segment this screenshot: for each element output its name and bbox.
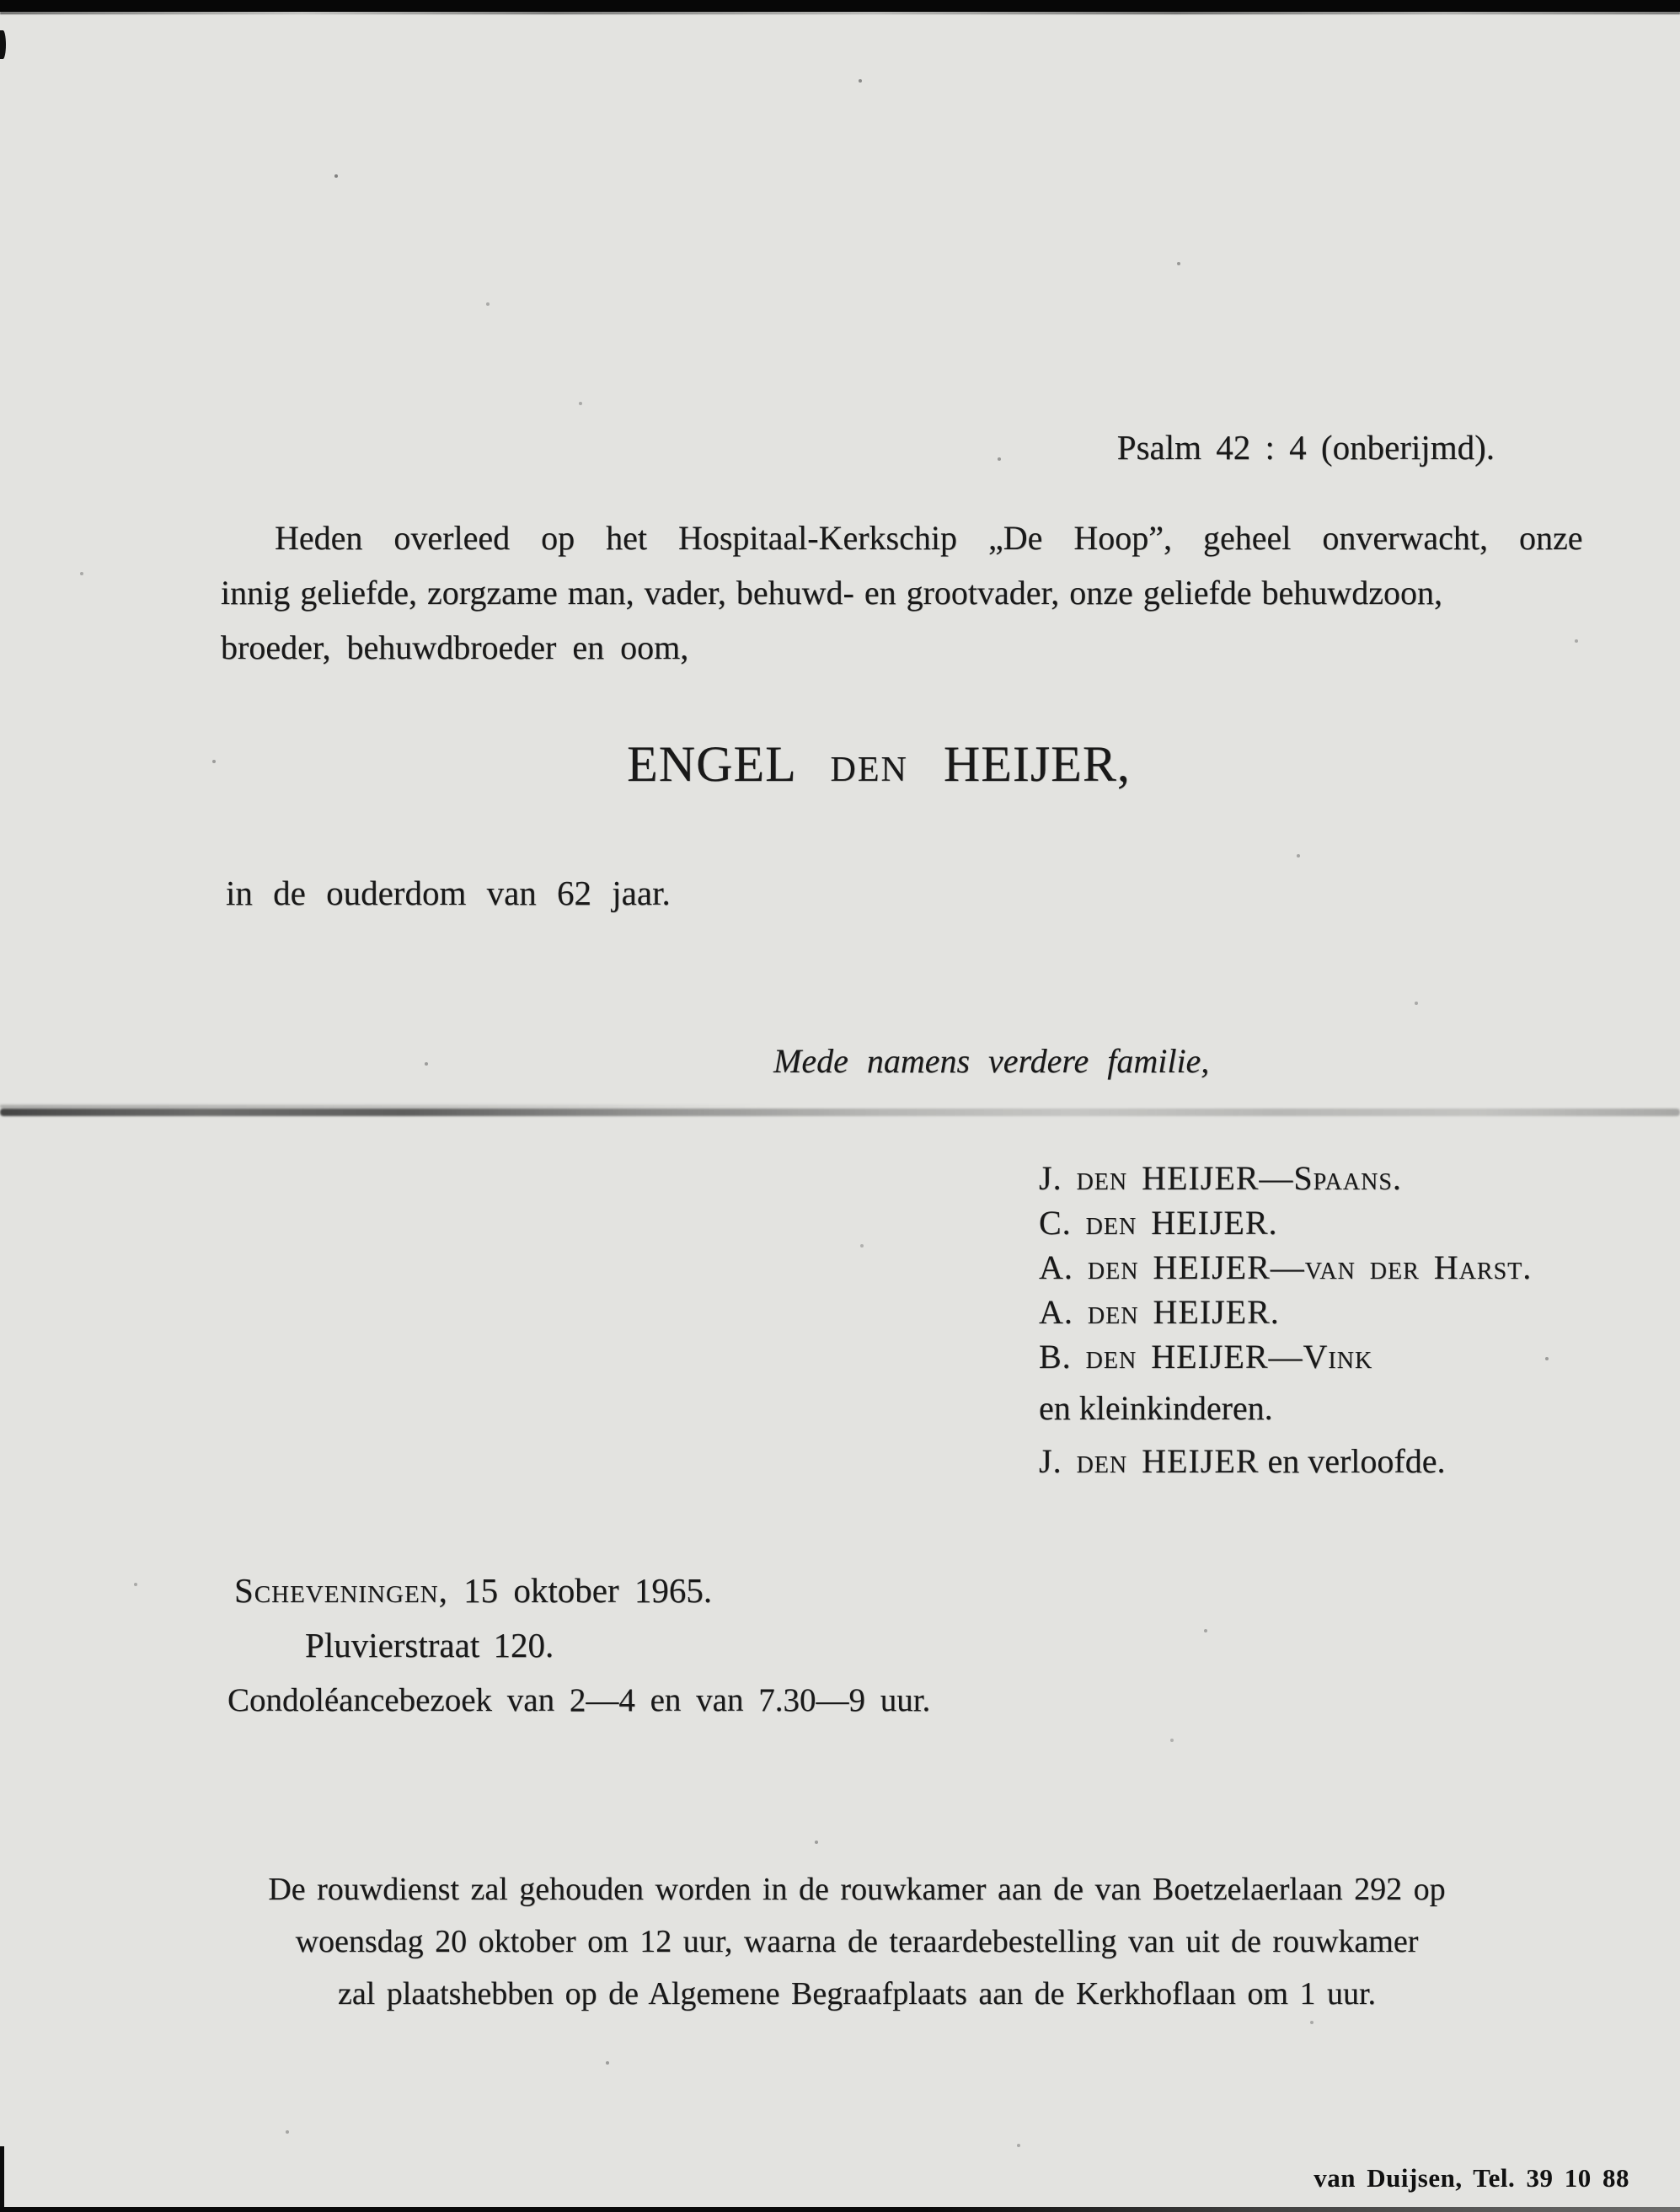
deceased-last-name: HEIJER, — [943, 736, 1131, 792]
deceased-name — [39, 726, 1680, 808]
service-details-paragraph — [149, 1863, 1565, 2020]
family-member: J. den HEIJER—Spaans. — [1039, 1159, 1402, 1197]
on-behalf-line: Mede namens verdere familie, — [773, 1042, 1210, 1080]
deceased-first-name: ENGEL — [627, 736, 795, 792]
place-date-line: Scheveningen, 15 oktober 1965. — [234, 1571, 713, 1610]
service-line-3: zal plaatshebben op de Algemene Begraafplaats aan de Kerkhoflaan om 1 uur. — [337, 1976, 1377, 2012]
scan-noise — [0, 0, 2, 2]
grandchildren-line: en kleinkinderen. — [1039, 1389, 1273, 1427]
psalm-reference: Psalm 42 : 4 (onberijmd). — [1116, 428, 1495, 467]
scan-edge-mark — [0, 30, 6, 59]
announcement-line-2: innig geliefde, zorgzame man, vader, behuwd- en grootvader, onze geliefde behuwdzoon, — [221, 574, 1442, 612]
place-date-block — [227, 1563, 930, 1728]
address-line: Pluvierstraat 120. — [305, 1626, 554, 1664]
family-member: A. den HEIJER. — [1039, 1293, 1280, 1331]
age-line: in de ouderdom van 62 jaar. — [226, 874, 671, 912]
announcement-line-1: Heden overleed op het Hospitaal-Kerkschip „De Hoop”, geheel onverwacht, onze — [275, 519, 1583, 557]
visiting-hours-line: Condoléancebezoek van 2—4 en van 7.30—9 uur. — [227, 1682, 931, 1718]
deceased-name-particle: DEN — [830, 751, 908, 789]
family-member: A. den HEIJER—van der Harst. — [1039, 1248, 1533, 1286]
paper-fold-crease — [0, 1109, 1680, 1116]
family-member: C. den HEIJER. — [1039, 1204, 1278, 1242]
service-line-2: woensdag 20 oktober om 12 uur, waarna de teraardebestelling van uit de rouwkamer — [295, 1924, 1419, 1959]
scan-bottom-edge — [0, 2207, 1680, 2212]
family-member: J. den HEIJER en verloofde. — [1039, 1442, 1446, 1480]
announcement-paragraph — [221, 510, 1583, 675]
service-line-1: De rouwdienst zal gehouden worden in de rouwkamer aan de van Boetzelaerlaan 292 op — [268, 1872, 1446, 1907]
family-signature-list — [1039, 1156, 1532, 1483]
printer-credit: van Duijsen, Tel. 39 10 88 — [1314, 2163, 1629, 2193]
family-member: B. den HEIJER—Vink — [1039, 1338, 1373, 1376]
announcement-line-3: broeder, behuwdbroeder en oom, — [221, 628, 689, 666]
scan-left-edge — [0, 2146, 4, 2212]
scan-top-edge — [0, 0, 1680, 12]
